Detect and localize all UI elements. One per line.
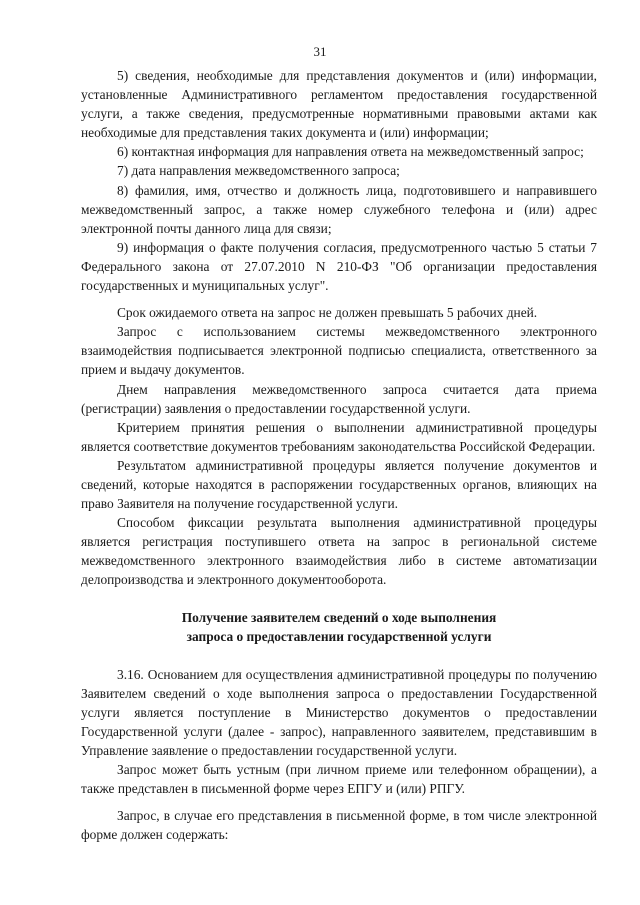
- paragraph-sending-date: Днем направления межведомственного запроса считается дата приема (регистрации) заявления о предоставлении государственной услуги.: [81, 381, 597, 416]
- paragraph-item-9: 9) информация о факте получения согласия, предусмотренного частью 5 статьи 7 Федерального закона от 27.07.2010 N 210-ФЗ "Об организации предоставления государственных и муниципальных услуг".: [81, 239, 597, 294]
- document-body: [81, 66, 597, 844]
- paragraph-procedure-result: Результатом административной процедуры является получение документов и сведений, которые находятся в распоряжении государственных органов, влияющих на право Заявителя на получение государственной услуги.: [81, 457, 597, 512]
- paragraph-decision-criterion: Критерием принятия решения о выполнении административной процедуры является соответствие документов требованиям законодательства Российской Федерации.: [81, 419, 597, 454]
- section-heading-line-1: Получение заявителем сведений о ходе выполнения: [181, 609, 497, 625]
- section-heading-line-2: запроса о предоставлении государственной услуги: [186, 628, 492, 644]
- paragraph-3-16: 3.16. Основанием для осуществления административной процедуры по получению Заявителем сведений о ходе выполнения запроса о предоставлении Государственной услуги является поступление в Министерство документов о предоставлении Государственной услуги (далее - запрос), направленного заявителем, представившим в Управление заявление о предоставлении государственной услуги.: [81, 666, 597, 758]
- paragraph-request-content: Запрос, в случае его представления в письменной форме, в том числе электронной форме должен содержать:: [81, 808, 597, 843]
- paragraph-item-6: 6) контактная информация для направления ответа на межведомственный запрос;: [117, 144, 584, 160]
- paragraph-item-8: 8) фамилия, имя, отчество и должность лица, подготовившего и направившего межведомственный запрос, а также номер служебного телефона и (или) адрес электронной почты данного лица для связи;: [81, 182, 597, 236]
- paragraph-item-7: 7) дата направления межведомственного запроса;: [117, 163, 400, 179]
- paragraph-request-form: Запрос может быть устным (при личном приеме или телефонном обращении), а также представлен в письменной форме через ЕПГУ и (или) РПГУ.: [81, 762, 597, 797]
- page-number: 31: [313, 44, 327, 59]
- paragraph-electronic-signature: Запрос с использованием системы межведомственного электронного взаимодействия подписывается электронной подписью специалиста, ответственного за прием и выдачу документов.: [81, 324, 597, 378]
- paragraph-result-fixation: Способом фиксации результата выполнения административной процедуры является регистрация поступившего ответа на запрос в региональной системе межведомственного электронного взаимодействия либо в системе автоматизации делопроизводства и электронного документооборота.: [81, 515, 597, 588]
- paragraph-response-deadline: Срок ожидаемого ответа на запрос не должен превышать 5 рабочих дней.: [117, 305, 538, 321]
- section-heading: [81, 608, 597, 646]
- paragraph-item-5: 5) сведения, необходимые для представления документов и (или) информации, установленные Административного регламентом предоставления государственной услуги, а также сведения, предусмотренные нормативными правовыми актами как необходимые для представления таких документа и (или) информации;: [81, 68, 597, 141]
